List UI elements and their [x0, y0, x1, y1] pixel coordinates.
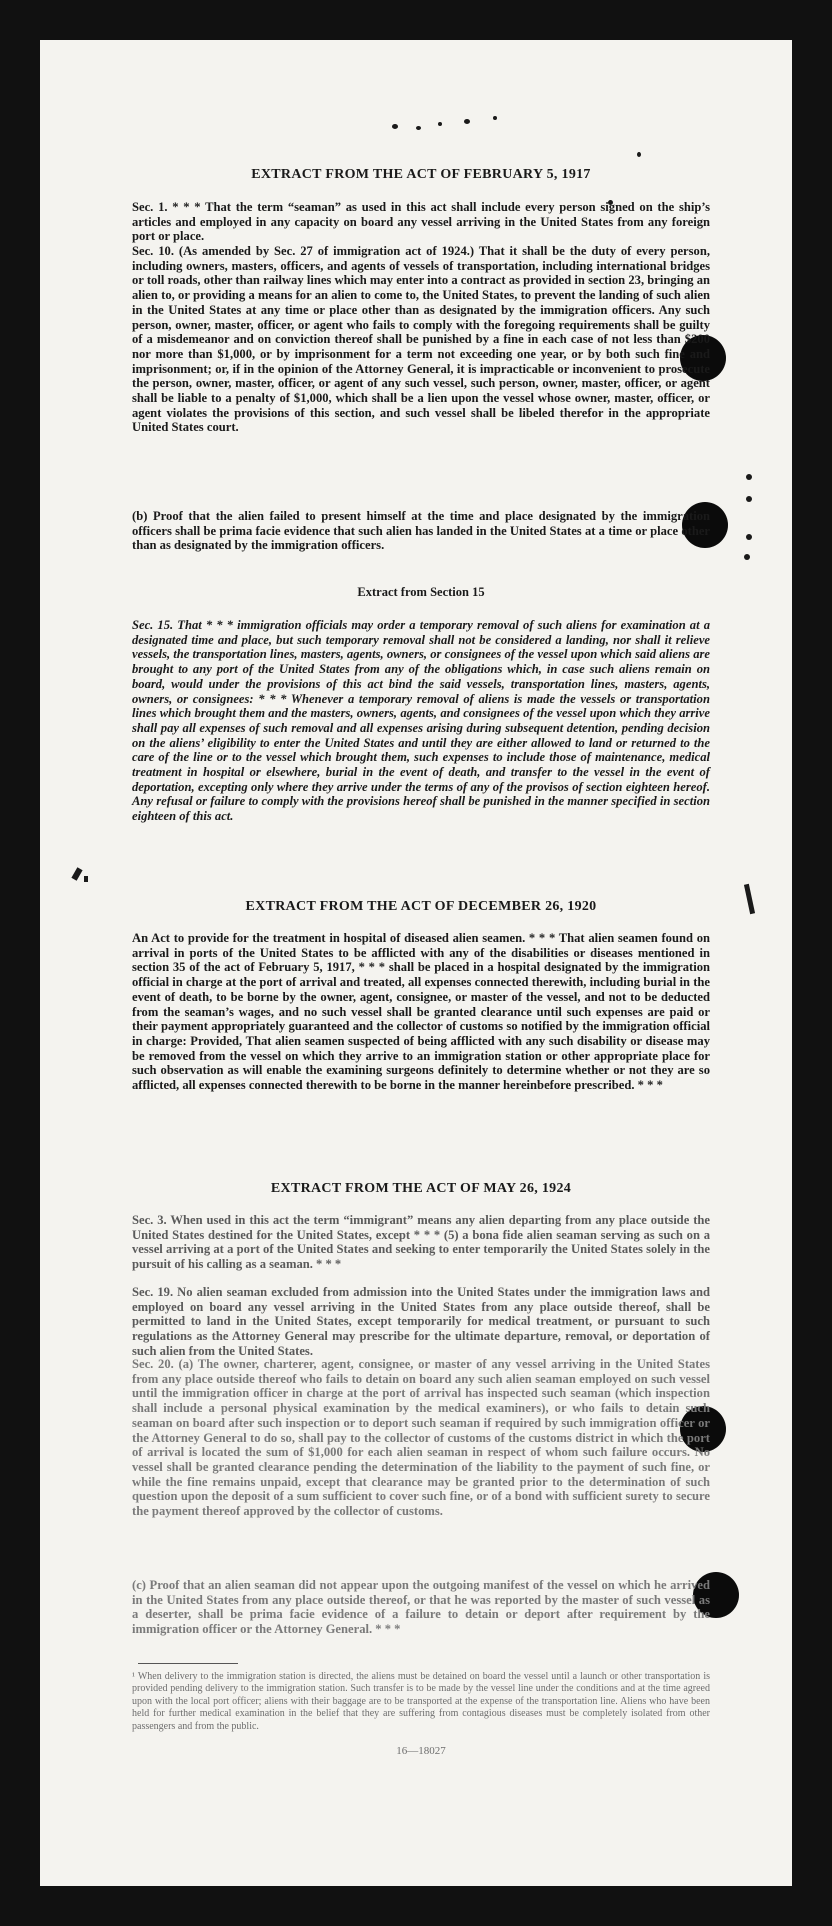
section-title: EXTRACT FROM THE ACT OF MAY 26, 1924	[270, 1181, 572, 1196]
section-title: EXTRACT FROM THE ACT OF DECEMBER 26, 1920	[245, 899, 597, 914]
scan-speck	[746, 474, 752, 480]
scan-speck	[416, 126, 421, 130]
scan-speck	[637, 152, 641, 157]
scan-speck	[746, 534, 752, 540]
paragraph: An Act to provide for the treatment in hospital of diseased alien seamen. * * * That alien seamen found on arrival in ports of the United States to be afflicted with any of the disabilities or diseases mentioned in section 35 of the act of February 5, 1917, * * * shall be placed in a hospital designated by the immigration official in charge at the port of arrival and treated, all expenses connected therewith, including burial in the event of death, to be borne by the owner, agent, consignee, or master of the vessel, and not to be deducted from the seaman’s wages, and no such vessel shall be granted clearance until such expenses are paid or their payment appropriately guaranteed and the collector of customs so notified by the immigration official in charge: Provided, That alien seamen suspected of being afflicted with any such disability or disease may be removed from the vessel on which they arrive to an immigration station or other appropriate place for such observation as will enable the examining surgeons definitely to determine whether or not they are so afflicted, all expenses connected therewith to be borne in the manner hereinbefore prescribed. * * *	[132, 931, 710, 1093]
footnote-divider	[138, 1663, 238, 1664]
section-heading: Extract from Section 15	[357, 585, 485, 599]
paragraph: Sec. 10. (As amended by Sec. 27 of immigration act of 1924.) That it shall be the duty of every person, including owners, masters, officers, and agents of vessels of transportation, including international bridges or toll roads, other than railway lines which may enter into a contract as provided in section 23, bringing an alien to, or providing a means for an alien to come to, the United States, to prevent the landing of such alien in the United States at any time or place other than as designated by the immigration officers. Any such person, owner, master, officer, or agent who fails to comply with the foregoing requirements shall be guilty of a misdemeanor and on conviction thereof shall be punished by a fine in each case of not less than $200 nor more than $1,000, or by imprisonment for a term not exceeding one year, or by both such fine and imprisonment; or, if in the opinion of the Attorney General, it is impracticable or inconvenient to prosecute the person, owner, master, officer, or agent of any such vessel, such person, owner, master, officer, or agent shall be liable to a penalty of $1,000, which shall be a lien upon the vessel whose owner, master, officer, or agent violates the provisions of this section, and such vessel shall be libeled therefor in the appropriate United States court.	[132, 244, 710, 435]
paragraph: Sec. 3. When used in this act the term “immigrant” means any alien departing from any place outside the United States destined for the United States, except * * * (5) a bona fide alien seaman serving as such on a vessel arriving at a port of the United States and seeking to enter temporarily the United States solely in the pursuit of his calling as a seaman. * * *	[132, 1213, 710, 1272]
scan-speck	[438, 122, 442, 126]
scan-speck	[493, 116, 497, 120]
paragraph: Sec. 20. (a) The owner, charterer, agent, consignee, or master of any vessel arriving in the United States from any place outside thereof who fails to detain on board any such alien seaman employed on such vessel until the immigration officer in charge at the port of arrival has inspected such seaman (which inspection shall include a personal physical examination by the medical examiners), or who fails to detain such seaman on board after such inspection or to deport such seaman if required by such immigration officer or the Attorney General to do so, shall pay to the collector of customs of the customs district in which the port of arrival is located the sum of $1,000 for each alien seaman in respect of whom such failure occurs. No vessel shall be granted clearance pending the determination of the liability to the payment of such fine, or while the fine remains unpaid, except that clearance may be granted prior to the determination of such question upon the deposit of a sum sufficient to cover such fine, or of a bond with sufficient surety to secure the payment thereof approved by the collector of customs.	[132, 1357, 710, 1519]
scan-speck	[392, 124, 398, 129]
paragraph: Sec. 1. * * * That the term “seaman” as used in this act shall include every person signed on the ship’s articles and employed in any capacity on board any vessel arriving in the United States from any foreign port or place.	[132, 200, 710, 244]
document-page	[40, 40, 792, 1886]
scan-mark	[84, 876, 88, 882]
scan-speck	[746, 496, 752, 502]
scan-speck	[744, 554, 750, 560]
scan-mark	[71, 867, 82, 880]
paragraph: Sec. 15. That * * * immigration officials may order a temporary removal of such aliens for examination at a designated time and place, but such temporary removal shall not be considered a landing, nor shall it relieve vessels, the transportation lines, masters, agents, owners, or consignees of the vessel upon which said aliens are brought to any port of the United States from any of the obligations which, in case such aliens remain on board, would under the provisions of this act bind the said vessels, transportation lines, masters, agents, owners, or consignees: * * * Whenever a temporary removal of aliens is made the vessels or transportation lines which brought them and the masters, owners, agents, and consignees of the vessel upon which they arrive shall pay all expenses of such removal and all expenses arising during subsequent detention, pending decision on the aliens’ eligibility to enter the United States and until they are either allowed to land or returned to the care of the line or to the vessel which brought them, such expenses to include those of maintenance, medical treatment in hospital or elsewhere, burial in the event of death, and transfer to the vessel in the event of deportation, excepting only where they arrive under the terms of any of the provisos of section eighteen hereof. Any refusal or failure to comply with the provisions hereof shall be punished in the manner specified in section eighteen of this act.	[132, 618, 710, 824]
paragraph: Sec. 19. No alien seaman excluded from admission into the United States under the immigration laws and employed on board any vessel arriving in the United States from any place outside thereof, shall be permitted to land in the United States, except temporarily for medical treatment, or pursuant to such regulations as the Attorney General may prescribe for the ultimate departure, removal, or deportation of such alien from the United States.	[132, 1285, 710, 1358]
section-title: EXTRACT FROM THE ACT OF FEBRUARY 5, 1917	[251, 167, 591, 182]
scan-mark	[744, 884, 755, 914]
scan-speck	[464, 119, 470, 124]
paragraph: (c) Proof that an alien seaman did not appear upon the outgoing manifest of the vessel on which he arrived in the United States from any place outside thereof, or that he was reported by the master of such vessel as a deserter, shall be prima facie evidence of a failure to detain or deport after requirement by the immigration officer or the Attorney General. * * *	[132, 1578, 710, 1637]
paragraph: (b) Proof that the alien failed to present himself at the time and place designated by the immigration officers shall be prima facie evidence that such alien has landed in the United States at a time or place other than as designated by the immigration officers.	[132, 509, 710, 553]
footnote: ¹ When delivery to the immigration station is directed, the aliens must be detained on board the vessel until a launch or other transportation is provided pending delivery to the immigration station. Such transfer is to be made by the vessel line under the conditions and at the time agreed upon with the local port officer; aliens with their baggage are to be transported at the expense of the transportation line. Aliens who have been held for further medical examination in the belief that they are suffering from contagious diseases must be completely isolated from other passengers and from the public.	[132, 1671, 710, 1732]
page-number: 16—18027	[396, 1745, 446, 1757]
